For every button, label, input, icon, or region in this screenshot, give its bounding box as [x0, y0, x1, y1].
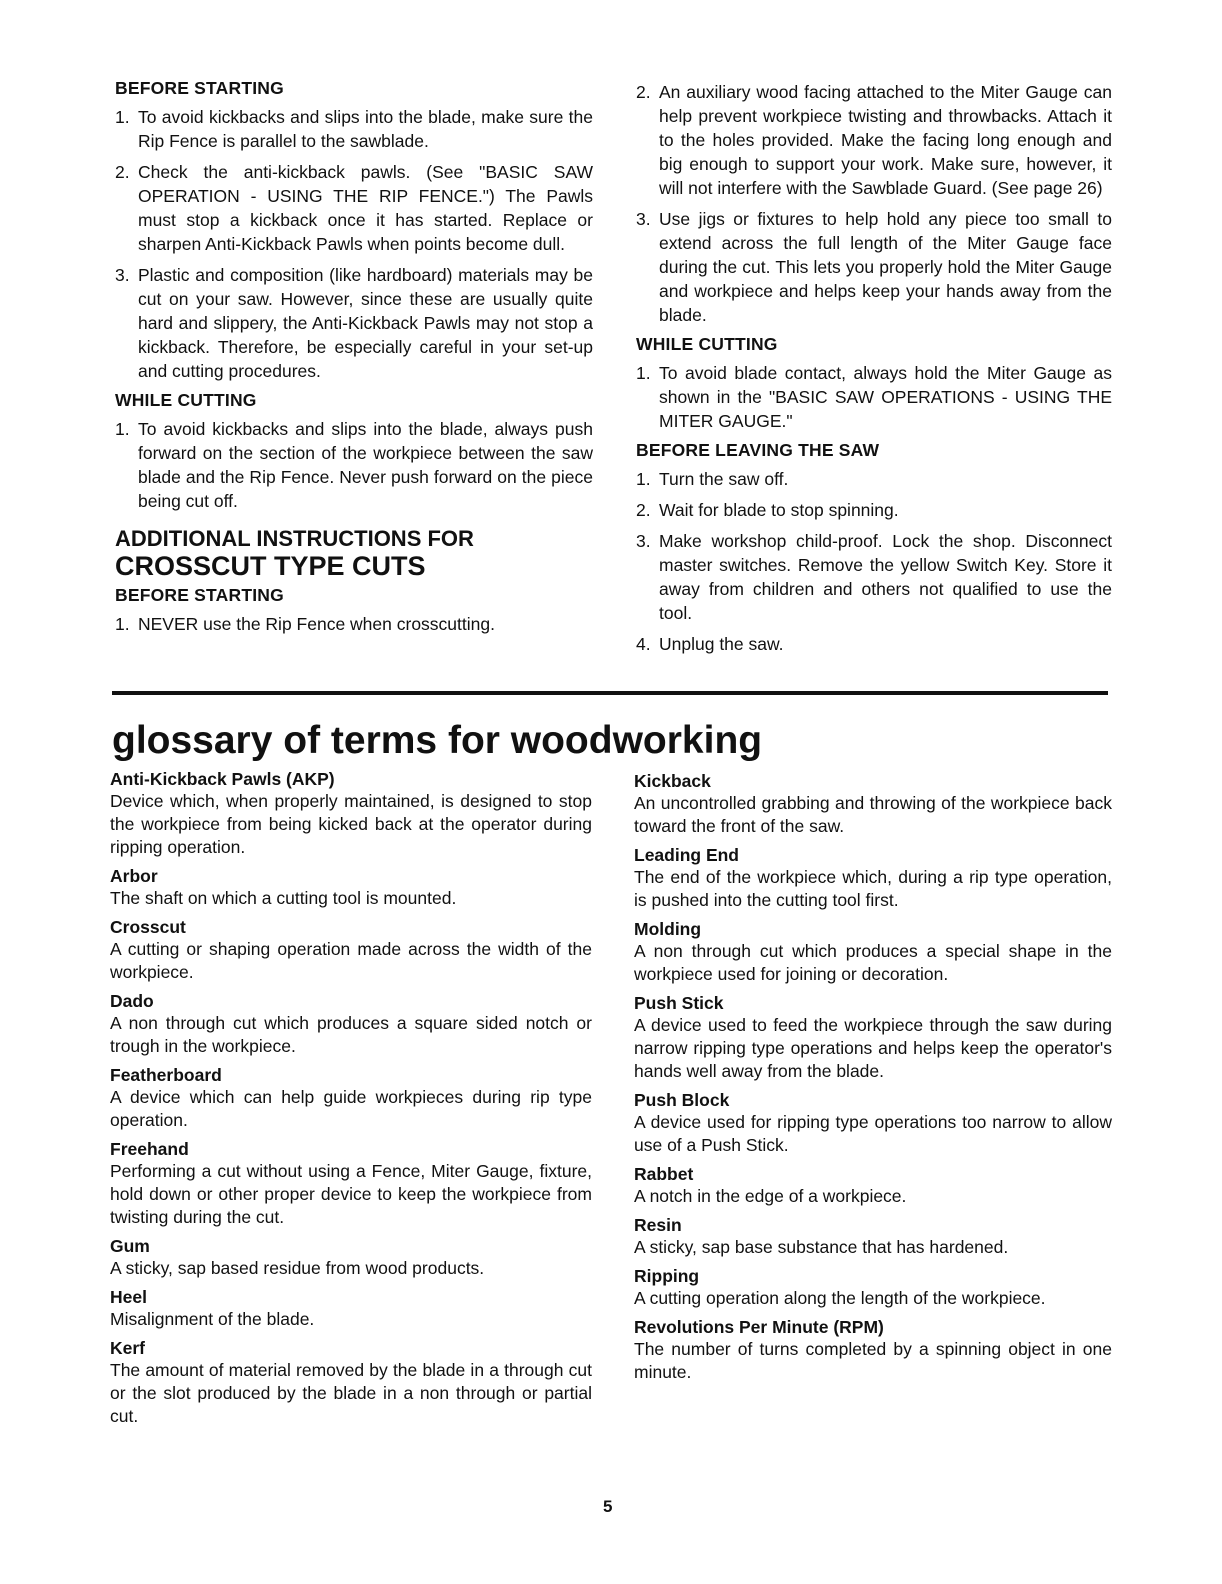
glossary-definition: The amount of material removed by the blade in a through cut or the slot produced by the blade in a non through or partial cut. [110, 1360, 592, 1426]
before-starting-list [115, 105, 593, 383]
list-item: 1. To avoid kickbacks and slips into the blade, always push forward on the section of the workpiece between the saw blade and the Rip Fence. Never push forward on the piece being cut off. [115, 419, 593, 511]
glossary-entry [110, 1138, 592, 1229]
glossary-entry [634, 1089, 1112, 1157]
glossary-definition: A non through cut which produces a square sided notch or trough in the workpiece. [110, 1013, 592, 1056]
glossary-entry [634, 770, 1112, 838]
crosscut-before-list [115, 612, 593, 636]
glossary-definition: Misalignment of the blade. [110, 1309, 315, 1329]
additional-instructions-heading: ADDITIONAL INSTRUCTIONS FOR CROSSCUT TYPE CUTS [115, 526, 474, 581]
glossary-term: Anti-Kickback Pawls (AKP) [110, 769, 335, 789]
glossary-term: Freehand [110, 1139, 189, 1159]
glossary-term: Featherboard [110, 1065, 222, 1085]
glossary-term: Leading End [634, 845, 739, 865]
before-leaving-list [636, 467, 1112, 656]
top-right-column [636, 80, 1112, 663]
glossary-entry [110, 1337, 592, 1428]
glossary-definition: A device used for ripping type operations too narrow to allow use of a Push Stick. [634, 1112, 1112, 1155]
before-starting-heading: BEFORE STARTING [115, 78, 284, 98]
glossary-entry [110, 916, 592, 984]
list-item: 1. To avoid blade contact, always hold the Miter Gauge as shown in the "BASIC SAW OPERATIONS - USING THE MITER GAUGE." [636, 363, 1112, 431]
glossary-entry [110, 865, 592, 910]
glossary-definition: A sticky, sap based residue from wood products. [110, 1258, 485, 1278]
list-item: 3. Use jigs or fixtures to help hold any piece too small to extend across the full length of the Miter Gauge face during the cut. This lets you properly hold the Miter Gauge and workpiece and helps keep your hands away from the blade. [636, 209, 1112, 325]
glossary-term: Arbor [110, 866, 158, 886]
list-item: 4. Unplug the saw. [636, 634, 784, 654]
glossary-term: Kickback [634, 771, 711, 791]
glossary-term: Dado [110, 991, 154, 1011]
glossary-term: Ripping [634, 1266, 700, 1286]
glossary-definition: A non through cut which produces a special shape in the workpiece used for joining or decoration. [634, 941, 1112, 984]
list-item: 2. Wait for blade to stop spinning. [636, 500, 899, 520]
glossary-entry [634, 844, 1112, 912]
glossary-term: Heel [110, 1287, 147, 1307]
while-cutting-list [115, 417, 593, 513]
glossary-entry [634, 1265, 1112, 1310]
glossary-term: Push Stick [634, 993, 724, 1013]
glossary-term: Revolutions Per Minute (RPM) [634, 1317, 884, 1337]
continued-list [636, 80, 1112, 327]
glossary-definition: A device used to feed the workpiece through the saw during narrow ripping type operations and helps keep the operator's hands well away from the blade. [634, 1015, 1112, 1081]
glossary-entry [110, 768, 592, 859]
while-cutting-heading: WHILE CUTTING [636, 334, 778, 354]
while-cutting-list [636, 361, 1112, 433]
glossary-term: Resin [634, 1215, 682, 1235]
glossary-term: Molding [634, 919, 702, 939]
glossary-definition: The number of turns completed by a spinning object in one minute. [634, 1339, 1112, 1382]
glossary-term: Kerf [110, 1338, 146, 1358]
glossary-definition: A device which can help guide workpieces during rip type operation. [110, 1087, 592, 1130]
list-item: 3. Make workshop child-proof. Lock the shop. Disconnect master switches. Remove the yellow Switch Key. Store it away from children and others not qualified to use the tool. [636, 531, 1112, 623]
glossary-definition: A sticky, sap base substance that has hardened. [634, 1237, 1009, 1257]
glossary-entry [110, 1235, 592, 1280]
list-item: 1. NEVER use the Rip Fence when crosscutting. [115, 614, 495, 634]
glossary-left-column [110, 768, 592, 1434]
glossary-title: glossary of terms for woodworking [112, 719, 763, 762]
crosscut-before-starting-heading: BEFORE STARTING [115, 585, 284, 605]
glossary-definition: Device which, when properly maintained, is designed to stop the workpiece from being kicked back at the operator during ripping operation. [110, 791, 592, 857]
glossary-definition: A cutting or shaping operation made across the width of the workpiece. [110, 939, 592, 982]
glossary-definition: An uncontrolled grabbing and throwing of the workpiece back toward the front of the saw. [634, 793, 1112, 836]
glossary-definition: The shaft on which a cutting tool is mounted. [110, 888, 457, 908]
list-item: 2. An auxiliary wood facing attached to the Miter Gauge can help prevent workpiece twisting and throwbacks. Attach it to the holes provided. Make the facing long enough and big enough to support your work. Make sure, however, it will not interfere with the Sawblade Guard. (See page 26) [636, 82, 1112, 198]
glossary-definition: A cutting operation along the length of the workpiece. [634, 1288, 1046, 1308]
glossary-entry [634, 1214, 1112, 1259]
glossary-entry [634, 992, 1112, 1083]
glossary-term: Rabbet [634, 1164, 694, 1184]
glossary-definition: A notch in the edge of a workpiece. [634, 1186, 907, 1206]
section-divider [112, 691, 1108, 695]
list-item: 2. Check the anti-kickback pawls. (See "BASIC SAW OPERATION - USING THE RIP FENCE.") The Pawls must stop a kickback once it has started. Replace or sharpen Anti-Kickback Pawls when points become dull. [115, 162, 593, 254]
glossary-definition: Performing a cut without using a Fence, Miter Gauge, fixture, hold down or other proper device to keep the workpiece from twisting during the cut. [110, 1161, 592, 1227]
glossary-term: Crosscut [110, 917, 186, 937]
glossary-entry [110, 1064, 592, 1132]
glossary-entry [634, 1163, 1112, 1208]
glossary-entry [110, 1286, 592, 1331]
glossary-entry [634, 1316, 1112, 1384]
glossary-term: Gum [110, 1236, 150, 1256]
glossary-entry [110, 990, 592, 1058]
glossary-right-column [634, 770, 1112, 1390]
list-item: 1. To avoid kickbacks and slips into the blade, make sure the Rip Fence is parallel to the sawblade. [115, 107, 593, 151]
glossary-definition: The end of the workpiece which, during a rip type operation, is pushed into the cutting tool first. [634, 867, 1112, 910]
top-left-column [115, 76, 593, 643]
glossary-entry [634, 918, 1112, 986]
list-item: 3. Plastic and composition (like hardboard) materials may be cut on your saw. However, since these are usually quite hard and slippery, the Anti-Kickback Pawls may not stop a kickback. Therefore, be especially careful in your set-up and cutting procedures. [115, 265, 593, 381]
page-number: 5 [603, 1497, 613, 1516]
while-cutting-heading: WHILE CUTTING [115, 390, 257, 410]
list-item: 1. Turn the saw off. [636, 469, 789, 489]
before-leaving-heading: BEFORE LEAVING THE SAW [636, 440, 880, 460]
glossary-term: Push Block [634, 1090, 730, 1110]
